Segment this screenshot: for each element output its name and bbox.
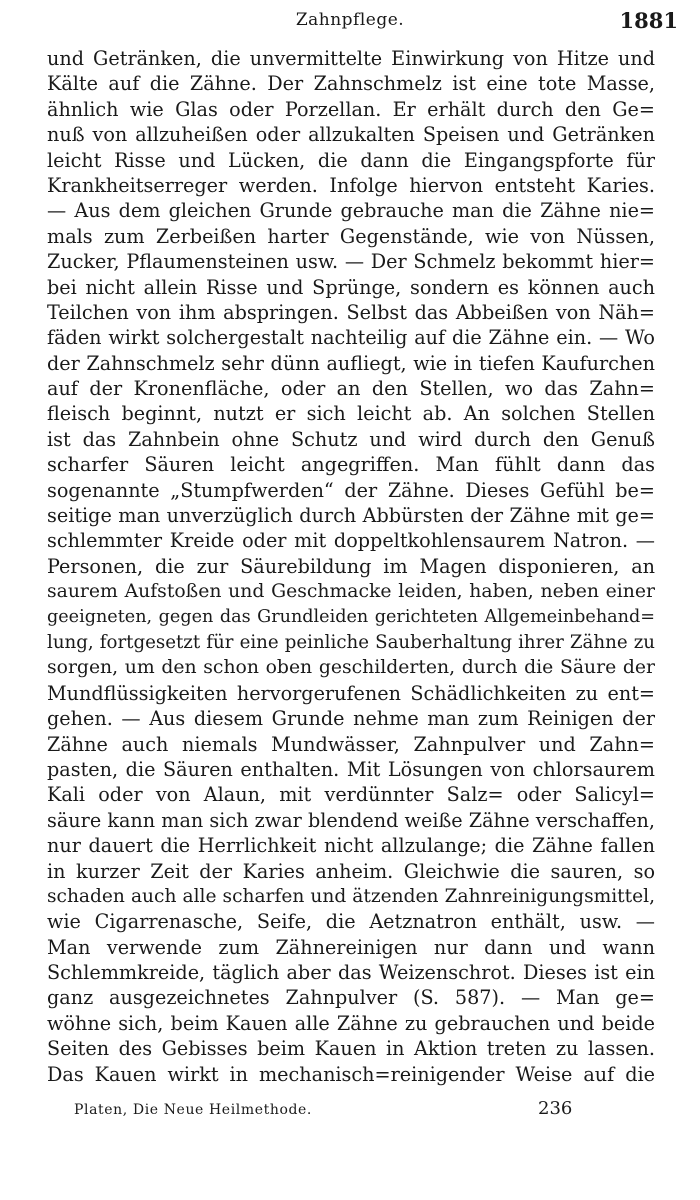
text-line: Das Kauen wirkt in mechanisch=reinigender Weise auf die (47, 1062, 655, 1086)
text-line: schaden auch alle scharfen und ätzenden Zahnreinigungsmittel, (47, 885, 655, 907)
printer-signature: Platen, Die Neue Heilmethode. (74, 1102, 312, 1118)
text-line: Zucker, Pflaumensteinen usw. — Der Schmelz bekommt hier= (47, 250, 655, 274)
text-line: sogenannte „Stumpfwerden“ der Zähne. Dieses Gefühl be= (47, 478, 655, 502)
text-line: säure kann man sich zwar blendend weiße Zähne verschaffen, (47, 808, 655, 832)
sheet-number: 236 (538, 1098, 573, 1119)
text-line: ist das Zahnbein ohne Schutz und wird durch den Genuß (47, 427, 655, 451)
body-text (47, 46, 655, 1087)
text-line: nur dauert die Herrlichkeit nicht allzulange; die Zähne fallen (47, 834, 655, 858)
running-title: Zahnpflege. (295, 10, 405, 30)
text-line: lung, fortgesetzt für eine peinliche Sauberhaltung ihrer Zähne zu (47, 631, 655, 653)
page-number: 1881 (619, 8, 678, 33)
text-line: Schlemmkreide, täglich aber das Weizenschrot. Dieses ist ein (47, 961, 655, 985)
text-line: und Getränken, die unvermittelte Einwirkung von Hitze und (47, 47, 655, 70)
text-line: saurem Aufstoßen und Geschmacke leiden, haben, neben einer (47, 581, 655, 603)
text-line: Man verwende zum Zähnereinigen nur dann und wann (47, 935, 655, 959)
text-line: nuß von allzuheißen oder allzukalten Speisen und Getränken (47, 123, 655, 147)
text-line: der Zahnschmelz sehr dünn aufliegt, wie in tiefen Kaufurchen (47, 351, 655, 375)
text-line: mals zum Zerbeißen harter Gegenstände, wie von Nüssen, (47, 224, 655, 248)
text-line: sorgen, um den schon oben geschilderten, durch die Säure der (47, 657, 655, 679)
text-line: Teilchen von ihm abspringen. Selbst das Abbeißen von Näh= (47, 300, 655, 324)
text-line: auf der Kronenfläche, oder an den Stellen, wo das Zahn= (47, 377, 655, 401)
text-line: bei nicht allein Risse und Sprünge, sondern es können auch (47, 275, 655, 299)
text-line: wie Cigarrenasche, Seife, die Aetznatron enthält, usw. — (47, 910, 655, 934)
text-line: Mundflüssigkeiten hervorgerufenen Schädlichkeiten zu ent= (47, 681, 655, 705)
text-line: Kali oder von Alaun, mit verdünnter Salz= oder Salicyl= (47, 783, 655, 807)
page-footer (0, 1098, 700, 1124)
text-line: schlemmter Kreide oder mit doppeltkohlensaurem Natron. — (47, 529, 655, 553)
text-line: Personen, die zur Säurebildung im Magen disponieren, an (47, 554, 655, 578)
text-line: geeigneten, gegen das Grundleiden gerichteten Allgemeinbehand= (47, 606, 655, 627)
text-line: seitige man unverzüglich durch Abbürsten der Zähne mit ge= (47, 504, 655, 528)
text-line: scharfer Säuren leicht angegriffen. Man fühlt dann das (47, 453, 655, 477)
text-line: fleisch beginnt, nutzt er sich leicht ab. An solchen Stellen (47, 402, 655, 426)
text-line: Kälte auf die Zähne. Der Zahnschmelz ist eine tote Masse, (47, 72, 655, 96)
text-line: Seiten des Gebisses beim Kauen in Aktion treten zu lassen. (47, 1037, 655, 1061)
text-line: gehen. — Aus diesem Grunde nehme man zum Reinigen der (47, 707, 655, 731)
text-line: ganz ausgezeichnetes Zahnpulver (S. 587). — Man ge= (47, 986, 655, 1010)
text-line: Zähne auch niemals Mundwässer, Zahnpulver und Zahn= (47, 732, 655, 756)
text-line: pasten, die Säuren enthalten. Mit Lösungen von chlorsaurem (47, 757, 655, 781)
text-line: — Aus dem gleichen Grunde gebrauche man die Zähne nie= (47, 199, 655, 223)
text-line: leicht Risse und Lücken, die dann die Eingangspforte für (47, 148, 655, 172)
text-line: in kurzer Zeit der Karies anheim. Gleichwie die sauren, so (47, 859, 655, 883)
running-header (0, 6, 700, 36)
text-line: ähnlich wie Glas oder Porzellan. Er erhält durch den Ge= (47, 97, 655, 121)
text-line: Krankheitserreger werden. Infolge hiervon entsteht Karies. (47, 173, 655, 197)
text-line: fäden wirkt solchergestalt nachteilig auf die Zähne ein. — Wo (47, 326, 655, 350)
text-line: wöhne sich, beim Kauen alle Zähne zu gebrauchen und beide (47, 1011, 655, 1035)
